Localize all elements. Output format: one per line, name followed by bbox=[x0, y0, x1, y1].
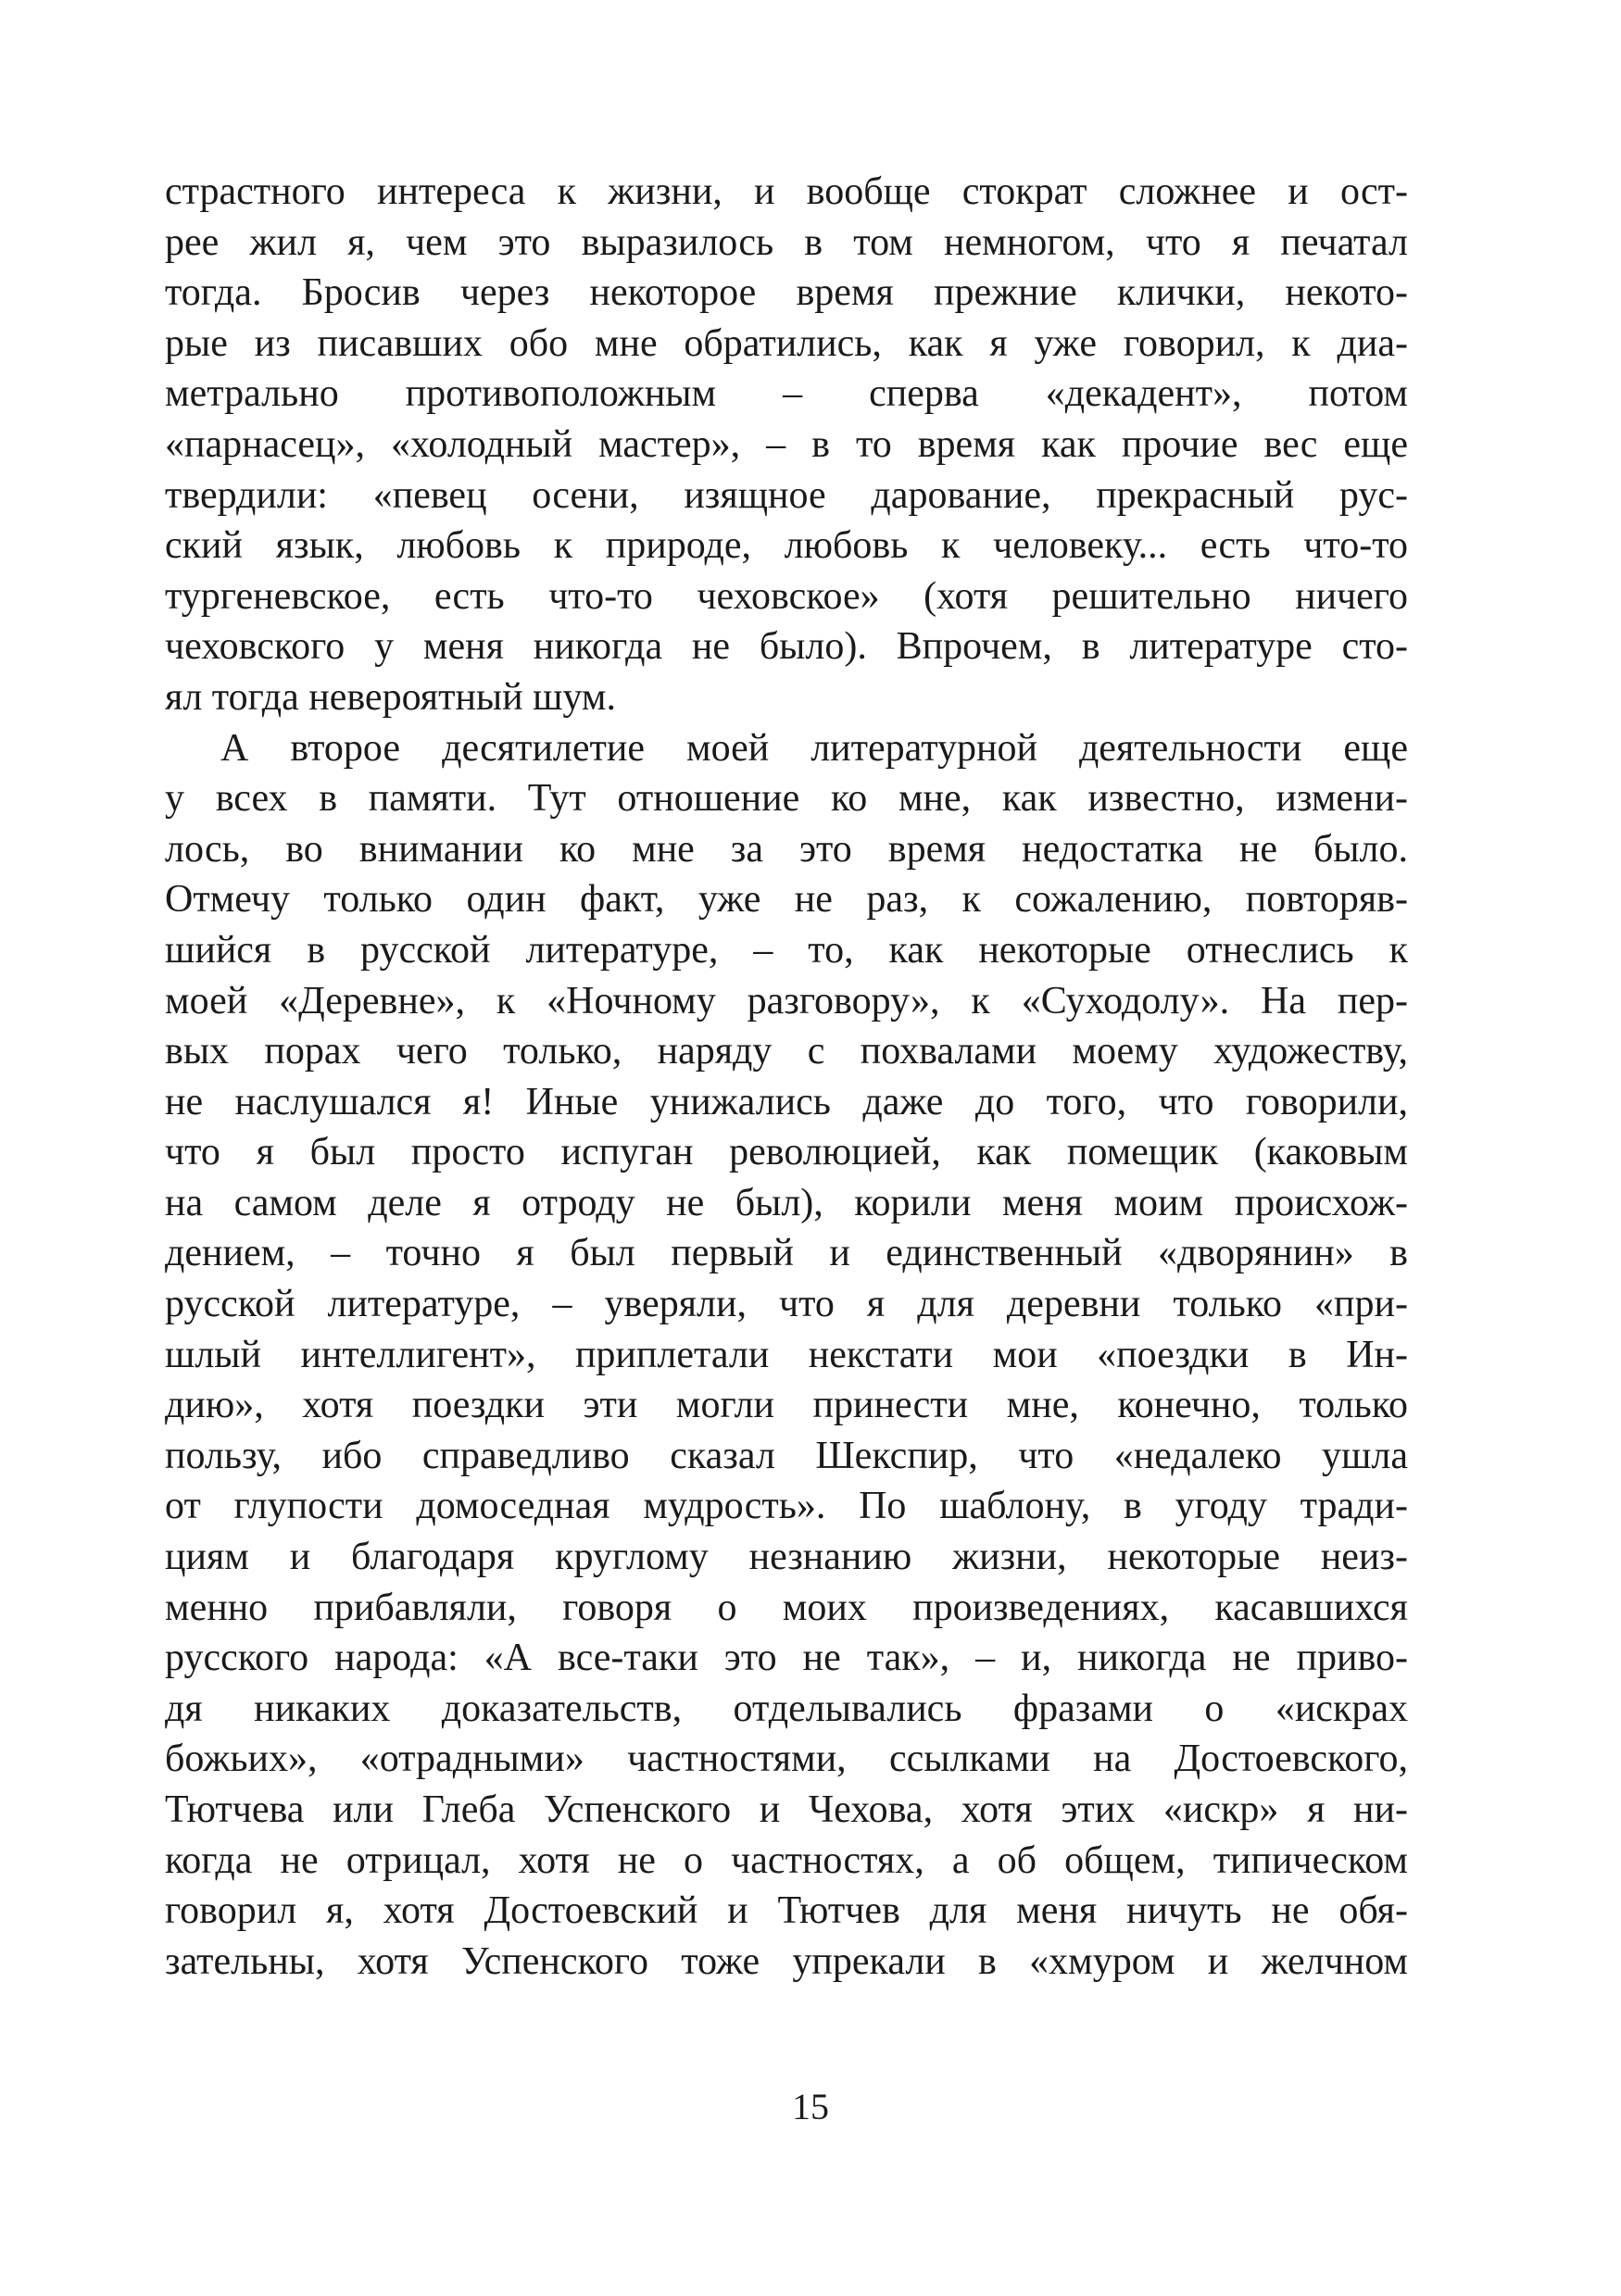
text-line: зательны, хотя Успенского тоже упрекали в «хмуром и желчном bbox=[165, 1939, 1408, 1983]
paragraph-first-line: А второе десятилетие моей литературной деятельности еще bbox=[220, 726, 1408, 770]
text-line: страстного интереса к жизни, и вообще стократ сложнее и ост- bbox=[165, 170, 1408, 213]
text-line: шийся в русской литературе, – то, как некоторые отнеслись к bbox=[165, 928, 1408, 972]
text-line: вых порах чего только, наряду с похвалами моему художеству, bbox=[165, 1030, 1408, 1073]
text-line: рые из писавших обо мне обратились, как я уже говорил, к диа- bbox=[165, 321, 1408, 365]
text-line: циям и благодаря круглому незнанию жизни, некоторые неиз- bbox=[165, 1536, 1408, 1579]
text-line: на самом деле я отроду не был), корили меня моим происхож- bbox=[165, 1181, 1408, 1224]
text-line: у всех в памяти. Тут отношение ко мне, как известно, измени- bbox=[165, 777, 1408, 821]
text-line: Тютчева или Глеба Успенского и Чехова, хотя этих «искр» я ни- bbox=[165, 1788, 1408, 1831]
text-line: шлый интеллигент», приплетали некстати мои «поездки в Ин- bbox=[165, 1333, 1408, 1376]
text-line: русского народа: «А все-таки это не так», – и, никогда не приво- bbox=[165, 1637, 1408, 1680]
text-line: рее жил я, чем это выразилось в том немногом, что я печатал bbox=[165, 220, 1408, 264]
text-line: пользу, ибо справедливо сказал Шекспир, что «недалеко ушла bbox=[165, 1434, 1408, 1477]
text-line: говорил я, хотя Достоевский и Тютчев для меня ничуть не обя- bbox=[165, 1889, 1408, 1933]
text-line: моей «Деревне», к «Ночному разговору», к «Суходолу». На пер- bbox=[165, 979, 1408, 1023]
text-line: дя никаких доказательств, отделывались фразами о «искрах bbox=[165, 1687, 1408, 1730]
text-line: не наслушался я! Иные унижались даже до того, что говорили, bbox=[165, 1080, 1408, 1123]
text-line: что я был просто испуган революцией, как помещик (каковым bbox=[165, 1131, 1408, 1174]
text-line: Отмечу только один факт, уже не раз, к сожалению, повторяв- bbox=[165, 878, 1408, 922]
body-text bbox=[165, 167, 1408, 1987]
text-line: ял тогда невероятный шум. bbox=[165, 675, 616, 719]
text-line: божьих», «отрадными» частностями, ссылками на Достоевского, bbox=[165, 1738, 1408, 1781]
text-line: метрально противоположным – сперва «декадент», потом bbox=[165, 372, 1408, 416]
text-line: от глупости домоседная мудрость». По шаблону, в угоду тради- bbox=[165, 1485, 1408, 1528]
text-line: тогда. Бросив через некоторое время прежние клички, некото- bbox=[165, 271, 1408, 315]
text-line: лось, во внимании ко мне за это время недостатка не было. bbox=[165, 827, 1408, 871]
text-line: менно прибавляли, говоря о моих произведениях, касавшихся bbox=[165, 1586, 1408, 1629]
text-line: тургеневское, есть что-то чеховское» (хотя решительно ничего bbox=[165, 574, 1408, 618]
text-line: «парнасец», «холодный мастер», – в то время как прочие вес еще bbox=[165, 422, 1408, 466]
text-line: ский язык, любовь к природе, любовь к человеку... есть что-то bbox=[165, 524, 1408, 568]
page-number: 15 bbox=[792, 2086, 829, 2127]
text-line: твердили: «певец осени, изящное дарование, прекрасный рус- bbox=[165, 473, 1408, 517]
text-line: когда не отрицал, хотя не о частностях, а об общем, типическом bbox=[165, 1838, 1408, 1882]
text-line: чеховского у меня никогда не было). Впрочем, в литературе сто- bbox=[165, 625, 1408, 669]
text-line: русской литературе, – уверяли, что я для деревни только «при- bbox=[165, 1283, 1408, 1326]
text-line: дением, – точно я был первый и единственный «дворянин» в bbox=[165, 1232, 1408, 1275]
text-line: дию», хотя поездки эти могли принести мне, конечно, только bbox=[165, 1384, 1408, 1427]
